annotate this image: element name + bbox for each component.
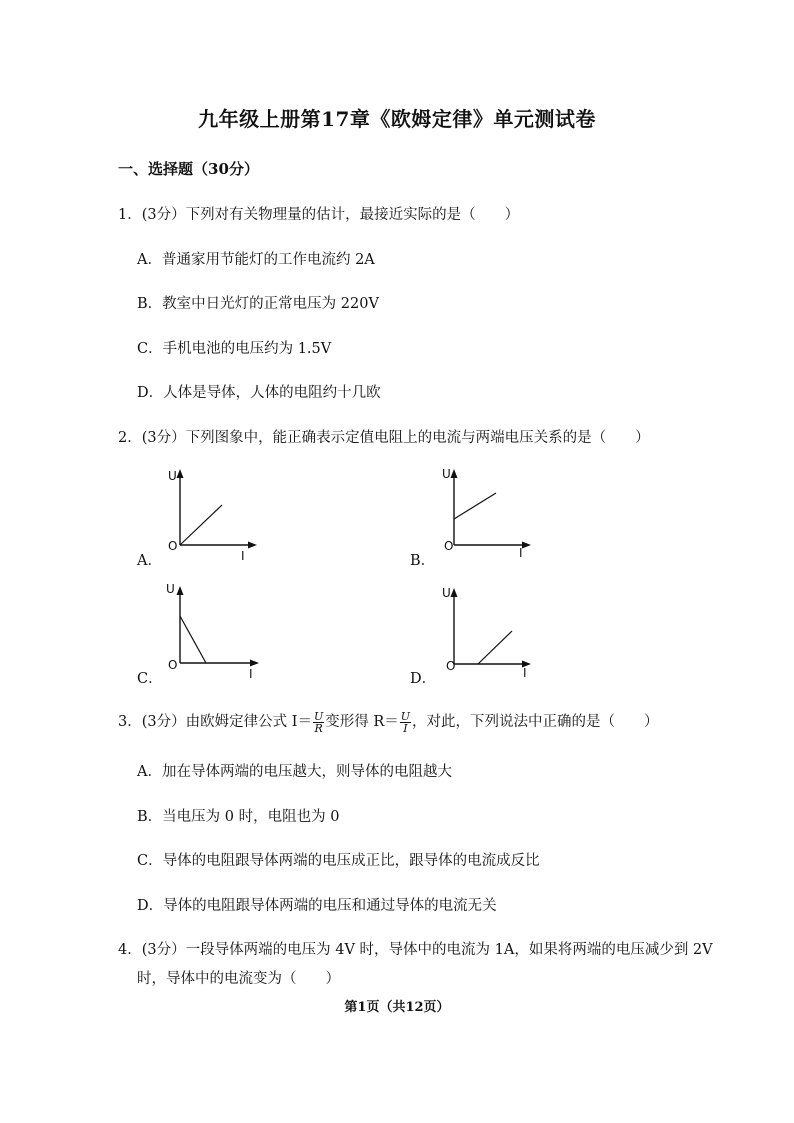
question-3-option-a: A．加在导体两端的电压越大，则导体的电阻越大: [137, 764, 452, 780]
question-3-stem-part-b: 变形得 R＝: [325, 714, 399, 730]
question-3-stem: [118, 710, 659, 734]
graph-c: [160, 580, 265, 685]
graph-d-origin: O: [446, 659, 456, 673]
page-title: 九年级上册第17章《欧姆定律》单元测试卷: [198, 107, 596, 131]
question-4-stem-line-2: 时，导体中的电流变为（ ）: [137, 971, 340, 987]
graph-c-x-label: I: [249, 667, 253, 681]
graph-a-x-label: I: [241, 549, 245, 563]
question-1-option-b: B．教室中日光灯的正常电压为 220V: [137, 296, 379, 312]
question-1-option-a: A．普通家用节能灯的工作电流约 2A: [137, 252, 375, 268]
graph-c-y-label: U: [166, 582, 175, 596]
page-footer: 第1页（共12页）: [344, 1000, 450, 1015]
question-3-option-b: B．当电压为 0 时，电阻也为 0: [137, 809, 340, 825]
graph-d-x-label: I: [523, 666, 527, 680]
graph-d: [434, 583, 539, 683]
question-3-stem-part-a: 3．(3分）由欧姆定律公式 I＝: [118, 714, 312, 730]
graph-a-label: A．: [137, 553, 162, 569]
graph-b-line: [454, 493, 496, 519]
fraction-u-over-r: $\frac{U}{R}$: [313, 709, 324, 735]
question-1-option-c: C．手机电池的电压约为 1.5V: [137, 341, 332, 357]
graph-a-y-label: U: [168, 469, 177, 483]
section-heading: 一、选择题（30分）: [118, 160, 259, 178]
graph-c-label: C．: [137, 671, 163, 687]
graph-a: [160, 464, 260, 564]
graph-b-x-label: I: [519, 546, 523, 560]
graph-b-label: B．: [410, 553, 436, 569]
question-1-stem: 1．(3分）下列对有关物理量的估计，最接近实际的是（ ）: [118, 207, 520, 223]
graph-d-line: [478, 631, 512, 664]
graph-c-line: [180, 616, 206, 663]
question-1-option-d: D．人体是导体，人体的电阻约十几欧: [137, 385, 381, 401]
graph-a-line: [180, 505, 222, 545]
graph-a-origin: O: [168, 539, 178, 553]
graph-b: [434, 464, 534, 564]
question-3-option-d: D．导体的电阻跟导体两端的电压和通过导体的电流无关: [137, 898, 497, 914]
question-3-stem-part-c: ，对此，下列说法中正确的是（ ）: [412, 714, 659, 730]
question-4-stem-line-1: 4．(3分）一段导体两端的电压为 4V 时，导体中的电流为 1A，如果将两端的电压减少到 2V: [118, 942, 713, 958]
graph-b-origin: O: [444, 539, 454, 553]
question-3-option-c: C．导体的电阻跟导体两端的电压成正比，跟导体的电流成反比: [137, 853, 540, 869]
fraction-u-over-i: $\frac{U}{I}$: [400, 709, 411, 735]
graph-c-origin: O: [168, 658, 178, 672]
graph-d-label: D．: [410, 671, 437, 687]
graph-d-y-label: U: [442, 586, 451, 600]
graph-b-y-label: U: [442, 467, 451, 481]
question-2-stem: 2．(3分）下列图象中，能正确表示定值电阻上的电流与两端电压关系的是（ ）: [118, 430, 650, 446]
